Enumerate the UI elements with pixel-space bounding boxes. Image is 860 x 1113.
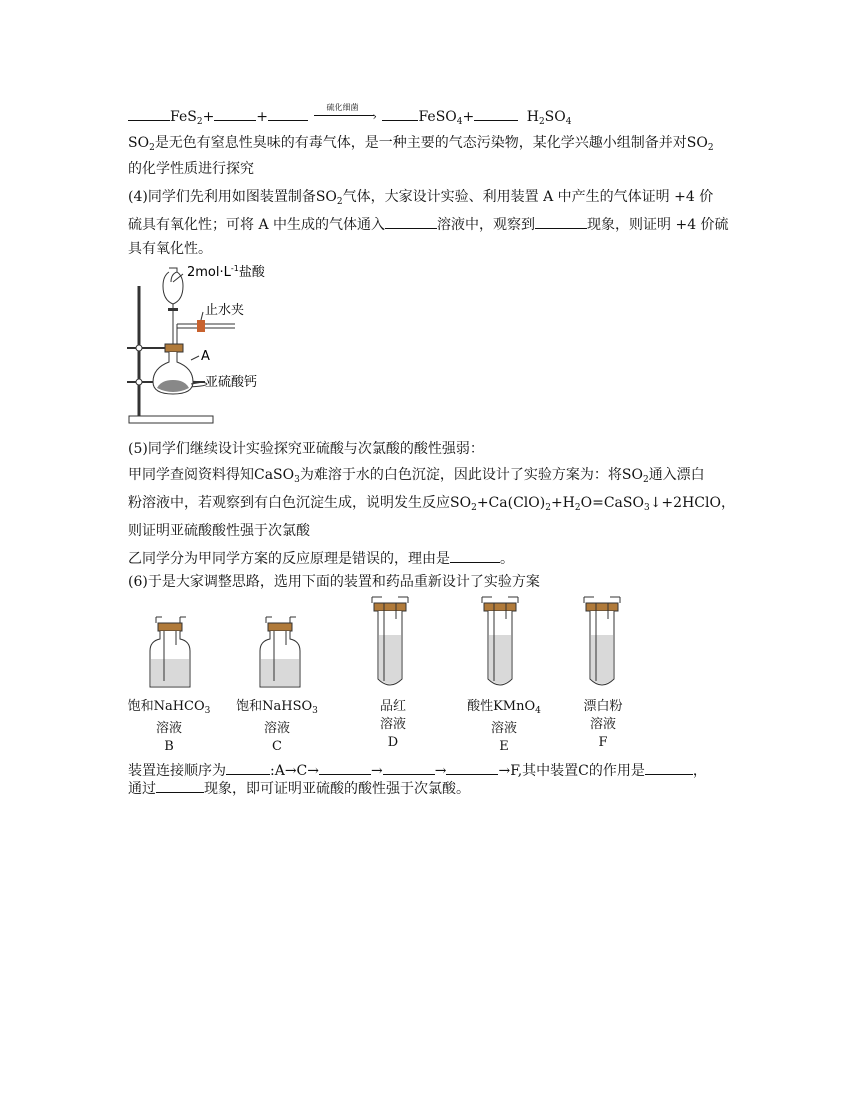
q6-line-2: 装置连接顺序为 :A→C→ → → →F,其中装置C的作用是 ， bbox=[128, 760, 707, 780]
reaction-arrow: 硫化细菌 › bbox=[314, 107, 380, 121]
answer-blank[interactable] bbox=[535, 214, 587, 229]
q5-line-2: 甲同学查阅资料得知CaSO$_3$为难溶于水的白色沉淀，因此设计了实验方案为：将$SO_2$通入漂白 bbox=[128, 467, 705, 485]
gas-washing-bottle-b bbox=[150, 617, 190, 687]
apparatus-label-d: 品红 溶液 D bbox=[379, 699, 406, 750]
apparatus-row bbox=[140, 595, 660, 695]
answer-blank[interactable] bbox=[645, 760, 693, 775]
answer-blank[interactable] bbox=[474, 106, 518, 121]
apparatus-label-e: 酸性KMnO$_4$ 溶液 E bbox=[467, 699, 541, 754]
clamp-label: 止水夹 bbox=[205, 303, 245, 318]
answer-blank[interactable] bbox=[383, 760, 435, 775]
separatory-funnel bbox=[163, 268, 183, 304]
equation-line: FeS$_2$+ + 硫化细菌 › FeSO$_4$+ $H_2SO_4$ bbox=[128, 106, 571, 131]
answer-blank[interactable] bbox=[385, 214, 437, 229]
q5-line-5: 乙同学分为甲同学方案的反应原理是错误的，理由是 。 bbox=[128, 548, 514, 568]
answer-blank[interactable] bbox=[128, 106, 170, 121]
answer-blank[interactable] bbox=[268, 106, 308, 121]
q4-line-3: 具有氧化性。 bbox=[128, 241, 212, 257]
q4-line-2: 硫具有氧化性；可将 A 中生成的气体通入 溶液中，观察到 现象，则证明 +4 价硫 bbox=[128, 214, 729, 234]
q6-line-1: (6)于是大家调整思路，选用下面的装置和药品重新设计了实验方案 bbox=[128, 574, 540, 590]
apparatus-label-f: 漂白粉 溶液 F bbox=[583, 699, 623, 750]
answer-blank[interactable] bbox=[450, 548, 500, 563]
q5-line-3: 粉溶液中，若观察到有白色沉淀生成，说明发生反应$SO_2+Ca(ClO)_2+H_2O=CaSO_3↓+2HClO$， bbox=[128, 495, 735, 513]
answer-blank[interactable] bbox=[156, 778, 204, 793]
answer-blank[interactable] bbox=[382, 106, 418, 121]
q4-line-1: (4)同学们先利用如图装置制备$SO_2$气体，大家设计实验、利用装置 A 中产生的气体证明 +4 价 bbox=[128, 189, 714, 207]
apparatus-label-b: 饱和NaHCO$_3$ 溶液 B bbox=[127, 699, 211, 754]
test-tube-f bbox=[584, 597, 620, 685]
flask-stopper bbox=[165, 344, 183, 352]
acid-label: $2mol\cdot L^{-1}$盐酸 bbox=[187, 264, 265, 280]
h2so4-formula: $H_2SO_4$ bbox=[526, 109, 572, 127]
test-tube-e bbox=[482, 597, 518, 685]
q6-line-3: 通过 现象，即可证明亚硫酸的酸性强于次氯酸。 bbox=[128, 778, 470, 798]
answer-blank[interactable] bbox=[446, 760, 498, 775]
flask-label: A bbox=[201, 349, 210, 364]
solid-label: 亚硫酸钙 bbox=[205, 375, 258, 390]
intro-line-2: 的化学性质进行探究 bbox=[128, 161, 254, 177]
apparatus-label-c: 饱和NaHSO$_3$ 溶液 C bbox=[236, 699, 318, 754]
answer-blank[interactable] bbox=[319, 760, 371, 775]
intro-line-1: $SO_2$是无色有窒息性臭味的有毒气体，是一种主要的气态污染物，某化学兴趣小组制备并对$SO_2$ bbox=[128, 135, 714, 153]
gas-generator-figure bbox=[125, 262, 285, 432]
catalyst-label: 硫化细菌 bbox=[326, 103, 359, 112]
answer-blank[interactable] bbox=[226, 760, 270, 775]
answer-blank[interactable] bbox=[214, 106, 256, 121]
stand-base bbox=[129, 416, 213, 423]
gas-washing-bottle-c bbox=[260, 617, 300, 687]
q5-line-4: 则证明亚硫酸酸性强于次氯酸 bbox=[128, 523, 310, 539]
q5-line-1: (5)同学们继续设计实验探究亚硫酸与次氯酸的酸性强弱： bbox=[128, 441, 484, 457]
test-tube-d bbox=[372, 597, 408, 685]
water-clamp bbox=[197, 320, 205, 332]
